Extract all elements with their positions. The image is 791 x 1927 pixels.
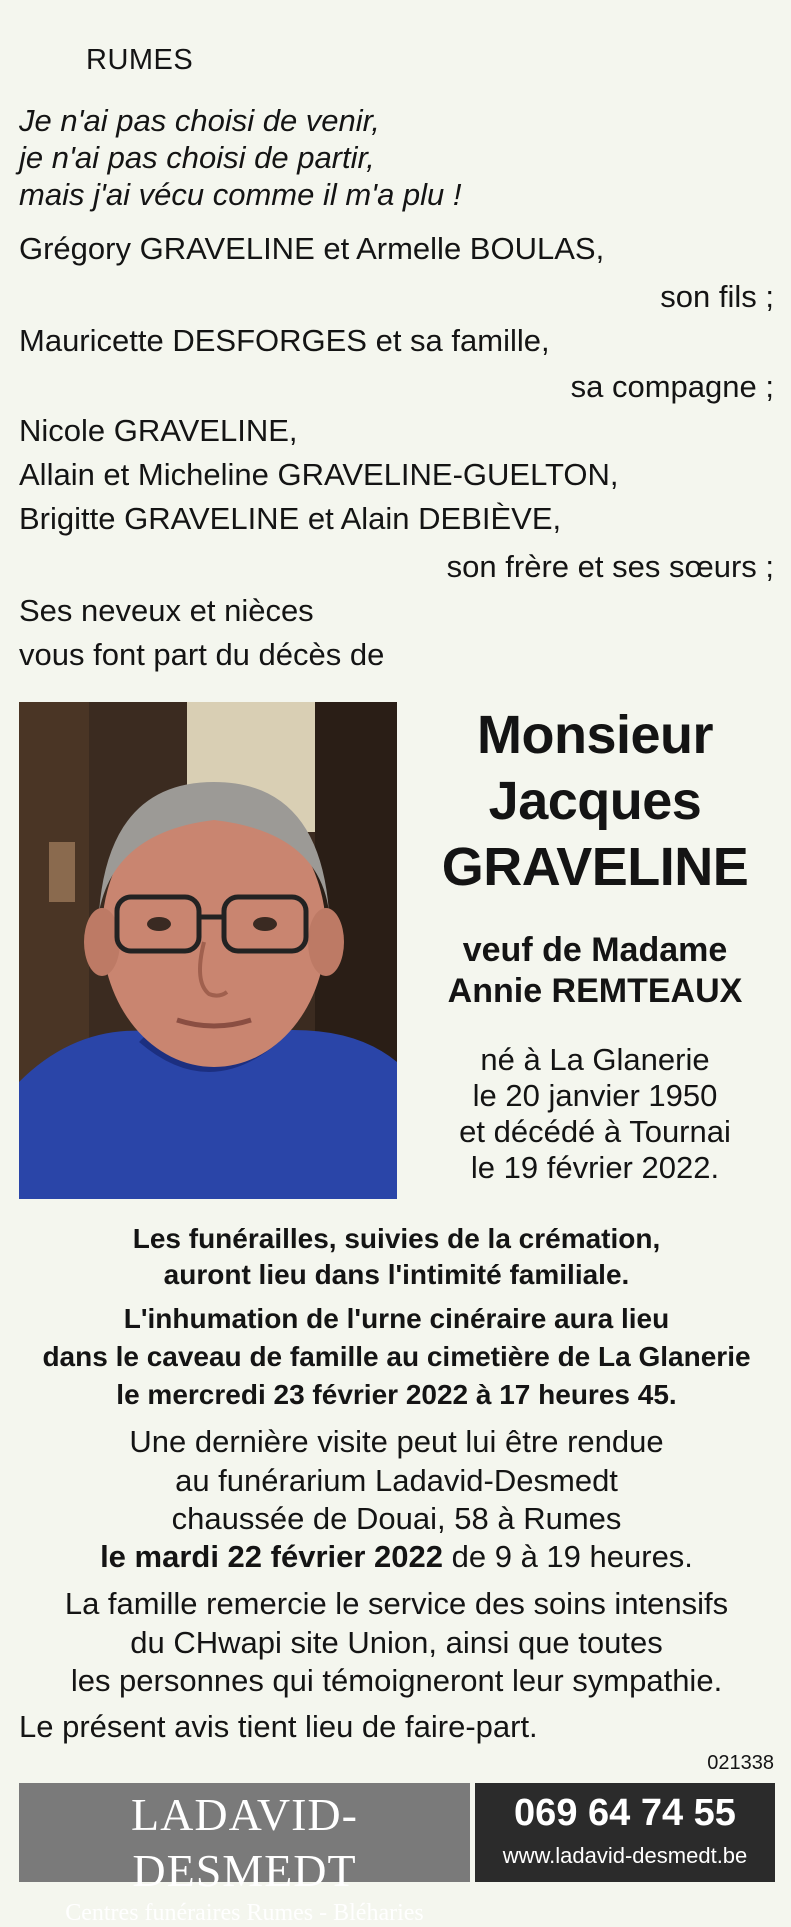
- visit-line: au funérarium Ladavid-Desmedt: [175, 1463, 618, 1498]
- town-header: RUMES: [86, 44, 194, 76]
- family-line: vous font part du décès de: [19, 637, 385, 672]
- funeral-line: auront lieu dans l'intimité familiale.: [163, 1259, 630, 1290]
- poem-line: Je n'ai pas choisi de venir,: [19, 103, 380, 138]
- thanks-line: La famille remercie le service des soins intensifs: [64, 1586, 729, 1621]
- poem-line: je n'ai pas choisi de partir,: [19, 140, 375, 175]
- deceased-block: [415, 702, 775, 1186]
- family-role: son fils ;: [660, 279, 774, 314]
- burial-line: L'inhumation de l'urne cinéraire aura lieu: [123, 1303, 670, 1334]
- funeral-line: Les funérailles, suivies de la crémation,: [132, 1223, 661, 1254]
- visit-date-line: [19, 1538, 774, 1575]
- deceased-last-name: GRAVELINE: [441, 837, 749, 897]
- reference-number: 021338: [707, 1752, 774, 1774]
- family-line: Ses neveux et nièces: [19, 593, 314, 628]
- family-line: Allain et Micheline GRAVELINE-GUELTON,: [19, 457, 619, 492]
- visit-line: chaussée de Douai, 58 à Rumes: [171, 1501, 622, 1536]
- deceased-title: Monsieur: [476, 705, 714, 765]
- poem-line: mais j'ai vécu comme il m'a plu !: [19, 177, 462, 212]
- birth-line: et décédé à Tournai: [459, 1114, 731, 1149]
- burial-line: dans le caveau de famille au cimetière de La Glanerie: [42, 1341, 751, 1372]
- portrait-illustration: [19, 702, 397, 1199]
- family-role: sa compagne ;: [570, 369, 774, 404]
- family-role: son frère et ses sœurs ;: [446, 549, 774, 584]
- family-line: Mauricette DESFORGES et sa famille,: [19, 323, 550, 358]
- notice-line: Le présent avis tient lieu de faire-part.: [19, 1709, 538, 1744]
- birth-line: né à La Glanerie: [480, 1042, 710, 1077]
- poem: [19, 102, 462, 213]
- widow-line: veuf de Madame: [462, 931, 728, 969]
- thanks-line: les personnes qui témoigneront leur sympathie.: [70, 1663, 723, 1698]
- birth-death-info: [415, 1042, 775, 1186]
- funeral-home-name: LADAVID-DESMEDT: [131, 1789, 358, 1896]
- funeral-home-logo: [19, 1783, 470, 1926]
- thanks-line: du CHwapi site Union, ainsi que toutes: [130, 1625, 663, 1660]
- family-line: Nicole GRAVELINE,: [19, 413, 298, 448]
- widow-line: Annie REMTEAUX: [447, 972, 743, 1010]
- funeral-home-banner: [19, 1783, 775, 1926]
- family-line: Brigitte GRAVELINE et Alain DEBIÈVE,: [19, 501, 562, 536]
- family-line: Grégory GRAVELINE et Armelle BOULAS,: [19, 231, 605, 266]
- widow-info: [415, 930, 775, 1012]
- phone-number: 069 64 74 55: [514, 1792, 736, 1834]
- visit-date: le mardi 22 février 2022: [100, 1539, 444, 1574]
- burial-line: le mercredi 23 février 2022 à 17 heures 45.: [116, 1379, 677, 1410]
- birth-line: le 20 janvier 1950: [472, 1078, 718, 1113]
- visit-line: Une dernière visite peut lui être rendue: [129, 1424, 664, 1459]
- funeral-home-subtitle: Centres funéraires Rumes - Bléharies: [65, 1900, 424, 1926]
- visit-hours: de 9 à 19 heures.: [443, 1539, 693, 1574]
- deceased-first-name: Jacques: [488, 771, 702, 831]
- portrait-photo: [19, 702, 397, 1199]
- website-link[interactable]: www.ladavid-desmedt.be: [502, 1843, 748, 1868]
- funeral-home-contact: [475, 1783, 775, 1882]
- birth-line: le 19 février 2022.: [470, 1150, 720, 1185]
